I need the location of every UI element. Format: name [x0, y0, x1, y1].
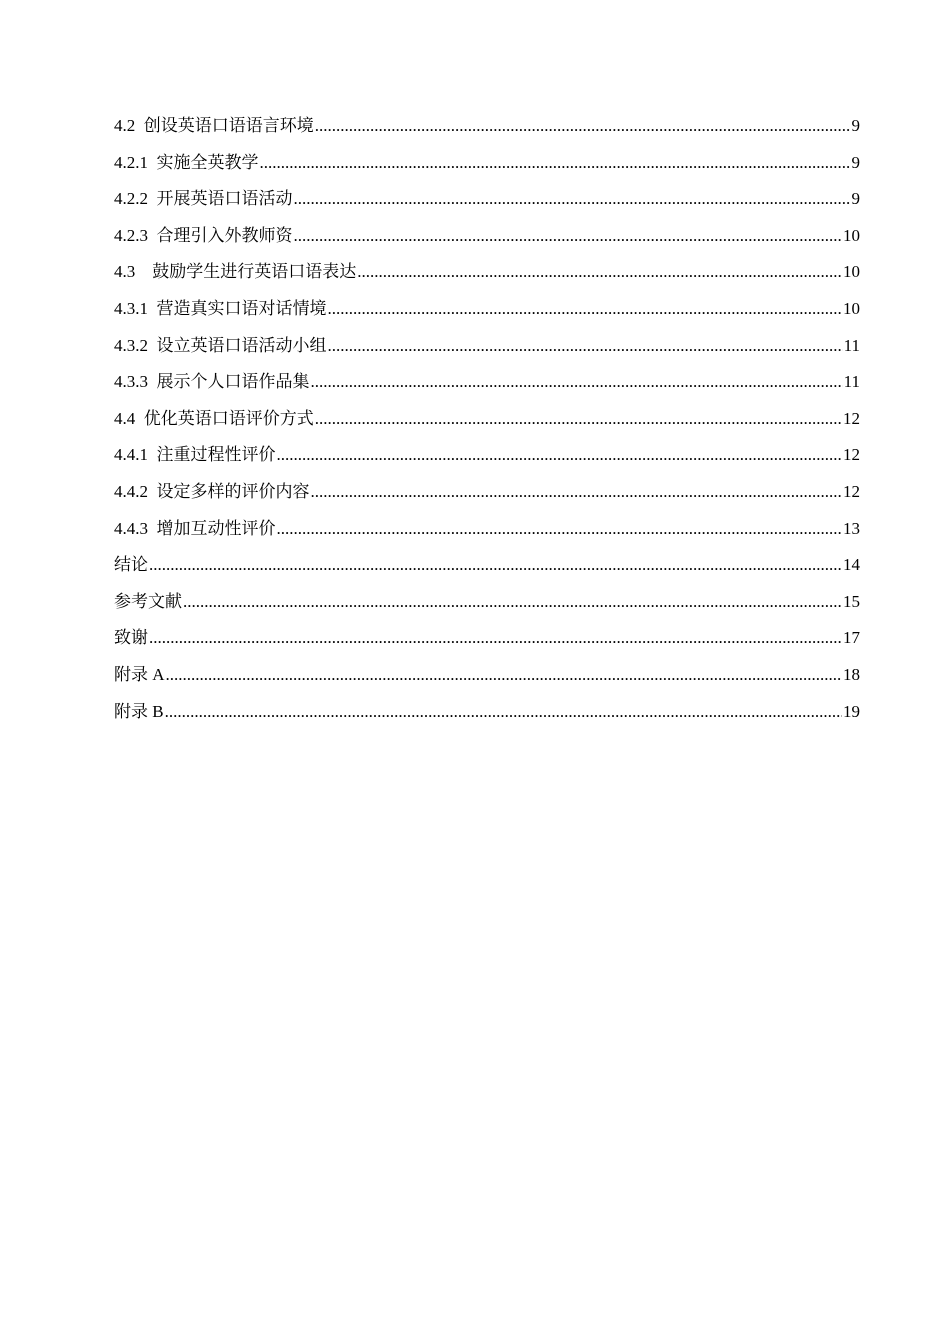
toc-entry[interactable]	[114, 588, 860, 625]
toc-entry-label: 结论	[114, 555, 148, 575]
toc-dot-leader	[315, 405, 842, 433]
toc-entry-label: 4.2.3 合理引入外教师资	[114, 225, 293, 245]
toc-entry-label: 致谢	[114, 628, 148, 648]
toc-dot-leader	[294, 185, 851, 213]
toc-dot-leader	[165, 698, 842, 726]
toc-entry-label: 4.3 鼓励学生进行英语口语表达	[114, 262, 357, 282]
toc-entry-label: 4.2.2 开展英语口语活动	[114, 189, 293, 209]
toc-page-number: 15	[843, 591, 860, 611]
toc-entry[interactable]	[114, 368, 860, 405]
toc-page-number: 12	[843, 408, 860, 428]
toc-dot-leader	[149, 551, 842, 579]
toc-entry-label: 参考文献	[114, 591, 182, 611]
toc-entry[interactable]	[114, 478, 860, 515]
toc-entry[interactable]	[114, 332, 860, 369]
toc-entry-label: 附录 A	[114, 664, 165, 684]
toc-page-number: 14	[843, 555, 860, 575]
toc-page-number: 13	[843, 518, 860, 538]
toc-page-number: 12	[843, 445, 860, 465]
toc-entry[interactable]	[114, 185, 860, 222]
toc-page-number: 10	[843, 298, 860, 318]
toc-entry[interactable]	[114, 222, 860, 259]
toc-entry-label: 4.2 创设英语口语语言环境	[114, 116, 314, 135]
toc-entry-label: 4.3.1 营造真实口语对话情境	[114, 298, 327, 318]
toc-entry[interactable]	[114, 515, 860, 552]
toc-page-number: 18	[843, 664, 860, 684]
toc-entry[interactable]	[114, 624, 860, 661]
toc-entry[interactable]	[114, 661, 860, 698]
toc-dot-leader	[315, 112, 851, 140]
toc-entry[interactable]	[114, 295, 860, 332]
toc-dot-leader	[260, 149, 851, 177]
toc-dot-leader	[311, 368, 843, 396]
toc-entry[interactable]	[114, 698, 860, 735]
toc-entry-label: 4.4.1 注重过程性评价	[114, 445, 276, 465]
toc-entry-label: 4.4 优化英语口语评价方式	[114, 408, 314, 428]
toc-page-number: 9	[851, 116, 860, 135]
toc-dot-leader	[294, 222, 843, 250]
toc-dot-leader	[166, 661, 842, 689]
toc-entry[interactable]	[114, 405, 860, 442]
toc-dot-leader	[311, 478, 843, 506]
toc-dot-leader	[277, 515, 843, 543]
toc-page-number: 11	[843, 335, 860, 355]
toc-entry-label: 4.2.1 实施全英教学	[114, 152, 259, 172]
toc-entry[interactable]	[114, 149, 860, 186]
toc-page-number: 17	[843, 628, 860, 648]
toc-entry-label: 附录 B	[114, 701, 164, 721]
toc-entry-label: 4.4.3 增加互动性评价	[114, 518, 276, 538]
toc-dot-leader	[357, 258, 842, 286]
toc-dot-leader	[183, 588, 842, 616]
toc-page-number: 10	[843, 262, 860, 282]
toc-page-number: 9	[851, 152, 860, 172]
toc-entry[interactable]	[114, 258, 860, 295]
toc-page-number: 9	[851, 189, 860, 209]
toc-entry-label: 4.3.3 展示个人口语作品集	[114, 372, 310, 392]
toc-entry[interactable]	[114, 441, 860, 478]
toc-page-number: 12	[843, 481, 860, 501]
toc-dot-leader	[328, 332, 843, 360]
toc-dot-leader	[277, 441, 843, 469]
toc-entry-label: 4.3.2 设立英语口语活动小组	[114, 335, 327, 355]
toc-dot-leader	[328, 295, 843, 323]
toc-entry-label: 4.4.2 设定多样的评价内容	[114, 481, 310, 501]
toc-page-number: 10	[843, 225, 860, 245]
table-of-contents	[114, 112, 860, 734]
toc-entry[interactable]	[114, 112, 860, 149]
toc-entry[interactable]	[114, 551, 860, 588]
toc-page-number: 19	[843, 701, 860, 721]
toc-page-number: 11	[843, 372, 860, 392]
toc-dot-leader	[149, 624, 842, 652]
